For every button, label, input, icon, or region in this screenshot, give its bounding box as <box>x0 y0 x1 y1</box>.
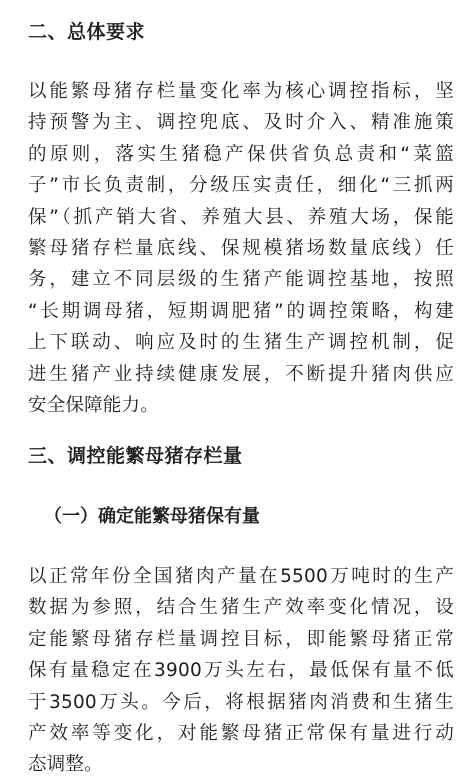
section-2-paragraph <box>28 76 454 421</box>
paragraph-line: 安全保障能力。 <box>28 395 159 417</box>
paragraph-line: 数据为参照，结合生猪生产效率变化情况，设 <box>28 597 454 619</box>
subsection-1-paragraph <box>28 561 454 781</box>
paragraph-line: 务，建立不同层级的生猪产能调控基地，按照 <box>28 269 454 291</box>
paragraph-line: 保”（抓产销大省、养殖大县、养殖大场，保能 <box>28 206 454 228</box>
paragraph-line: 子”市长负责制，分级压实责任，细化“三抓两 <box>28 175 454 197</box>
paragraph-line: 保有量稳定在3900万头左右，最低保有量不低 <box>28 660 454 682</box>
paragraph-line: 持预警为主、调控兜底、及时介入、精准施策 <box>28 112 454 134</box>
paragraph-line: 进生猪产业持续健康发展，不断提升猪肉供应 <box>28 363 454 385</box>
paragraph-line: “长期调母猪，短期调肥猪”的调控策略，构建 <box>28 300 454 322</box>
paragraph-line: 上下联动、响应及时的生猪生产调控机制，促 <box>28 332 454 354</box>
section-2-heading: 二、总体要求 <box>28 21 146 43</box>
paragraph-line: 产效率等变化，对能繁母猪正常保有量进行动 <box>28 723 454 745</box>
paragraph-line: 繁母猪存栏量底线、保规模猪场数量底线）任 <box>28 238 454 260</box>
paragraph-line: 于3500万头。今后，将根据猪肉消费和生猪生 <box>28 691 454 713</box>
paragraph-line: 态调整。 <box>28 754 103 776</box>
paragraph-line: 以能繁母猪存栏量变化率为核心调控指标，坚 <box>28 81 454 102</box>
paragraph-line: 的原则，落实生猪稳产保供省负总责和“菜篮 <box>28 143 454 165</box>
subsection-1-heading: （一）确定能繁母猪保有量 <box>44 506 260 527</box>
paragraph-line: 定能繁母猪存栏量调控目标，即能繁母猪正常 <box>28 628 454 650</box>
paragraph-line: 以正常年份全国猪肉产量在5500万吨时的生产 <box>28 566 454 587</box>
section-3-heading: 三、调控能繁母猪存栏量 <box>28 445 243 467</box>
